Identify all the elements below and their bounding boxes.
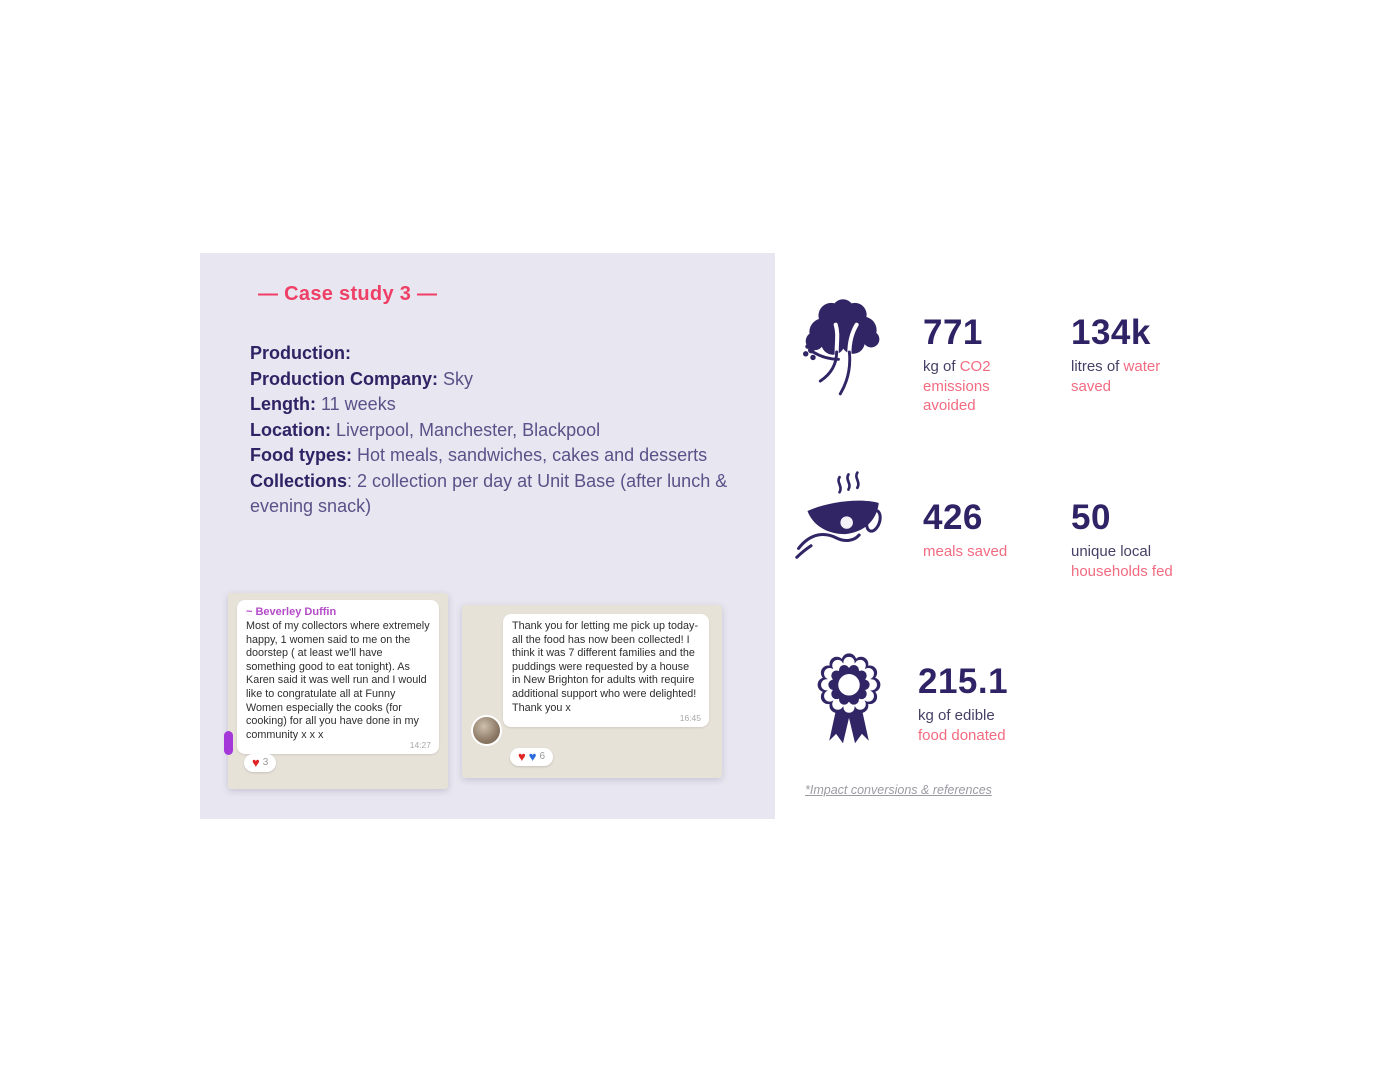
stat-water-saved [1071,315,1185,396]
detail-food-types [250,443,728,469]
reaction-count: 3 [262,757,269,768]
stat-number: 50 [1071,498,1111,537]
stat-number: 215.1 [918,662,1009,701]
tree-icon [793,296,893,408]
message-text: Thank you for letting me pick up today- all the food has now been collected! I think it was 7 different families and the puddings were requested by a house in New Brighton for adults with require additional support who were delighted! Thank you x [512,620,699,714]
award-ribbon-icon [806,638,892,760]
production-details [250,341,728,520]
message-bubble [237,600,439,754]
message-reactions [510,748,553,766]
blue-heart-icon: ♥ [528,749,537,764]
stat-caption: kg of edible food donated [918,707,1006,744]
message-time: 16:45 [679,713,701,724]
detail-label: Location: [250,419,331,440]
impact-references-link[interactable]: *Impact conversions & references [805,783,992,797]
detail-label: Collections [250,470,348,491]
detail-value: Sky [438,368,474,389]
detail-value: : 2 collection per day at Unit Base (after lunch & evening snack) [250,470,728,516]
stat-number: 134k [1071,313,1151,352]
detail-location [250,418,728,444]
red-heart-icon: ♥ [518,749,526,764]
detail-label: Production Company: [250,368,438,389]
whatsapp-screenshot-2 [462,605,722,778]
case-study-panel [200,253,775,819]
detail-production-company [250,367,728,393]
detail-collections [250,469,728,520]
detail-value: 11 weeks [315,394,396,414]
case-study-heading: — Case study 3 — [258,283,438,305]
avatar [473,717,500,744]
detail-value: Hot meals, sandwiches, cakes and desserts [352,445,708,465]
whatsapp-screenshot-1 [228,593,448,789]
reaction-count: 6 [539,751,545,762]
stat-food-donated [918,664,1024,745]
detail-value: Liverpool, Manchester, Blackpool [331,419,601,440]
detail-production [250,341,728,367]
message-time: 14:27 [409,740,431,751]
stat-caption: kg of CO2 emissions avoided [923,358,991,414]
red-heart-icon: ♥ [252,755,260,770]
detail-length [250,392,728,418]
stat-co2-avoided [923,315,1019,416]
detail-label: Production: [250,343,351,363]
stat-households-fed [1071,500,1191,581]
swipe-reply-indicator [224,731,233,755]
message-text: Most of my collectors where extremely happy, 1 women said to me on the doorstep ( at least we'll have something good to eat tonight). As Karen said it was well run and I would like to congratulate all at Funny Women especially the cooks (for cooking) for all you have done in my community x x x [246,620,430,741]
stat-number: 426 [923,498,983,537]
meal-bowl-icon [795,466,893,572]
detail-label: Length: [250,394,316,414]
stat-number: 771 [923,313,983,352]
stat-meals-saved [923,500,1055,562]
stat-caption: litres of water saved [1071,358,1161,395]
stat-caption: unique local households fed [1071,543,1173,580]
message-sender: ~ Beverley Duffin [246,606,337,618]
detail-label: Food types: [250,445,352,465]
message-reactions [244,754,276,772]
stat-caption: meals saved [923,543,1008,560]
message-bubble [503,614,709,727]
